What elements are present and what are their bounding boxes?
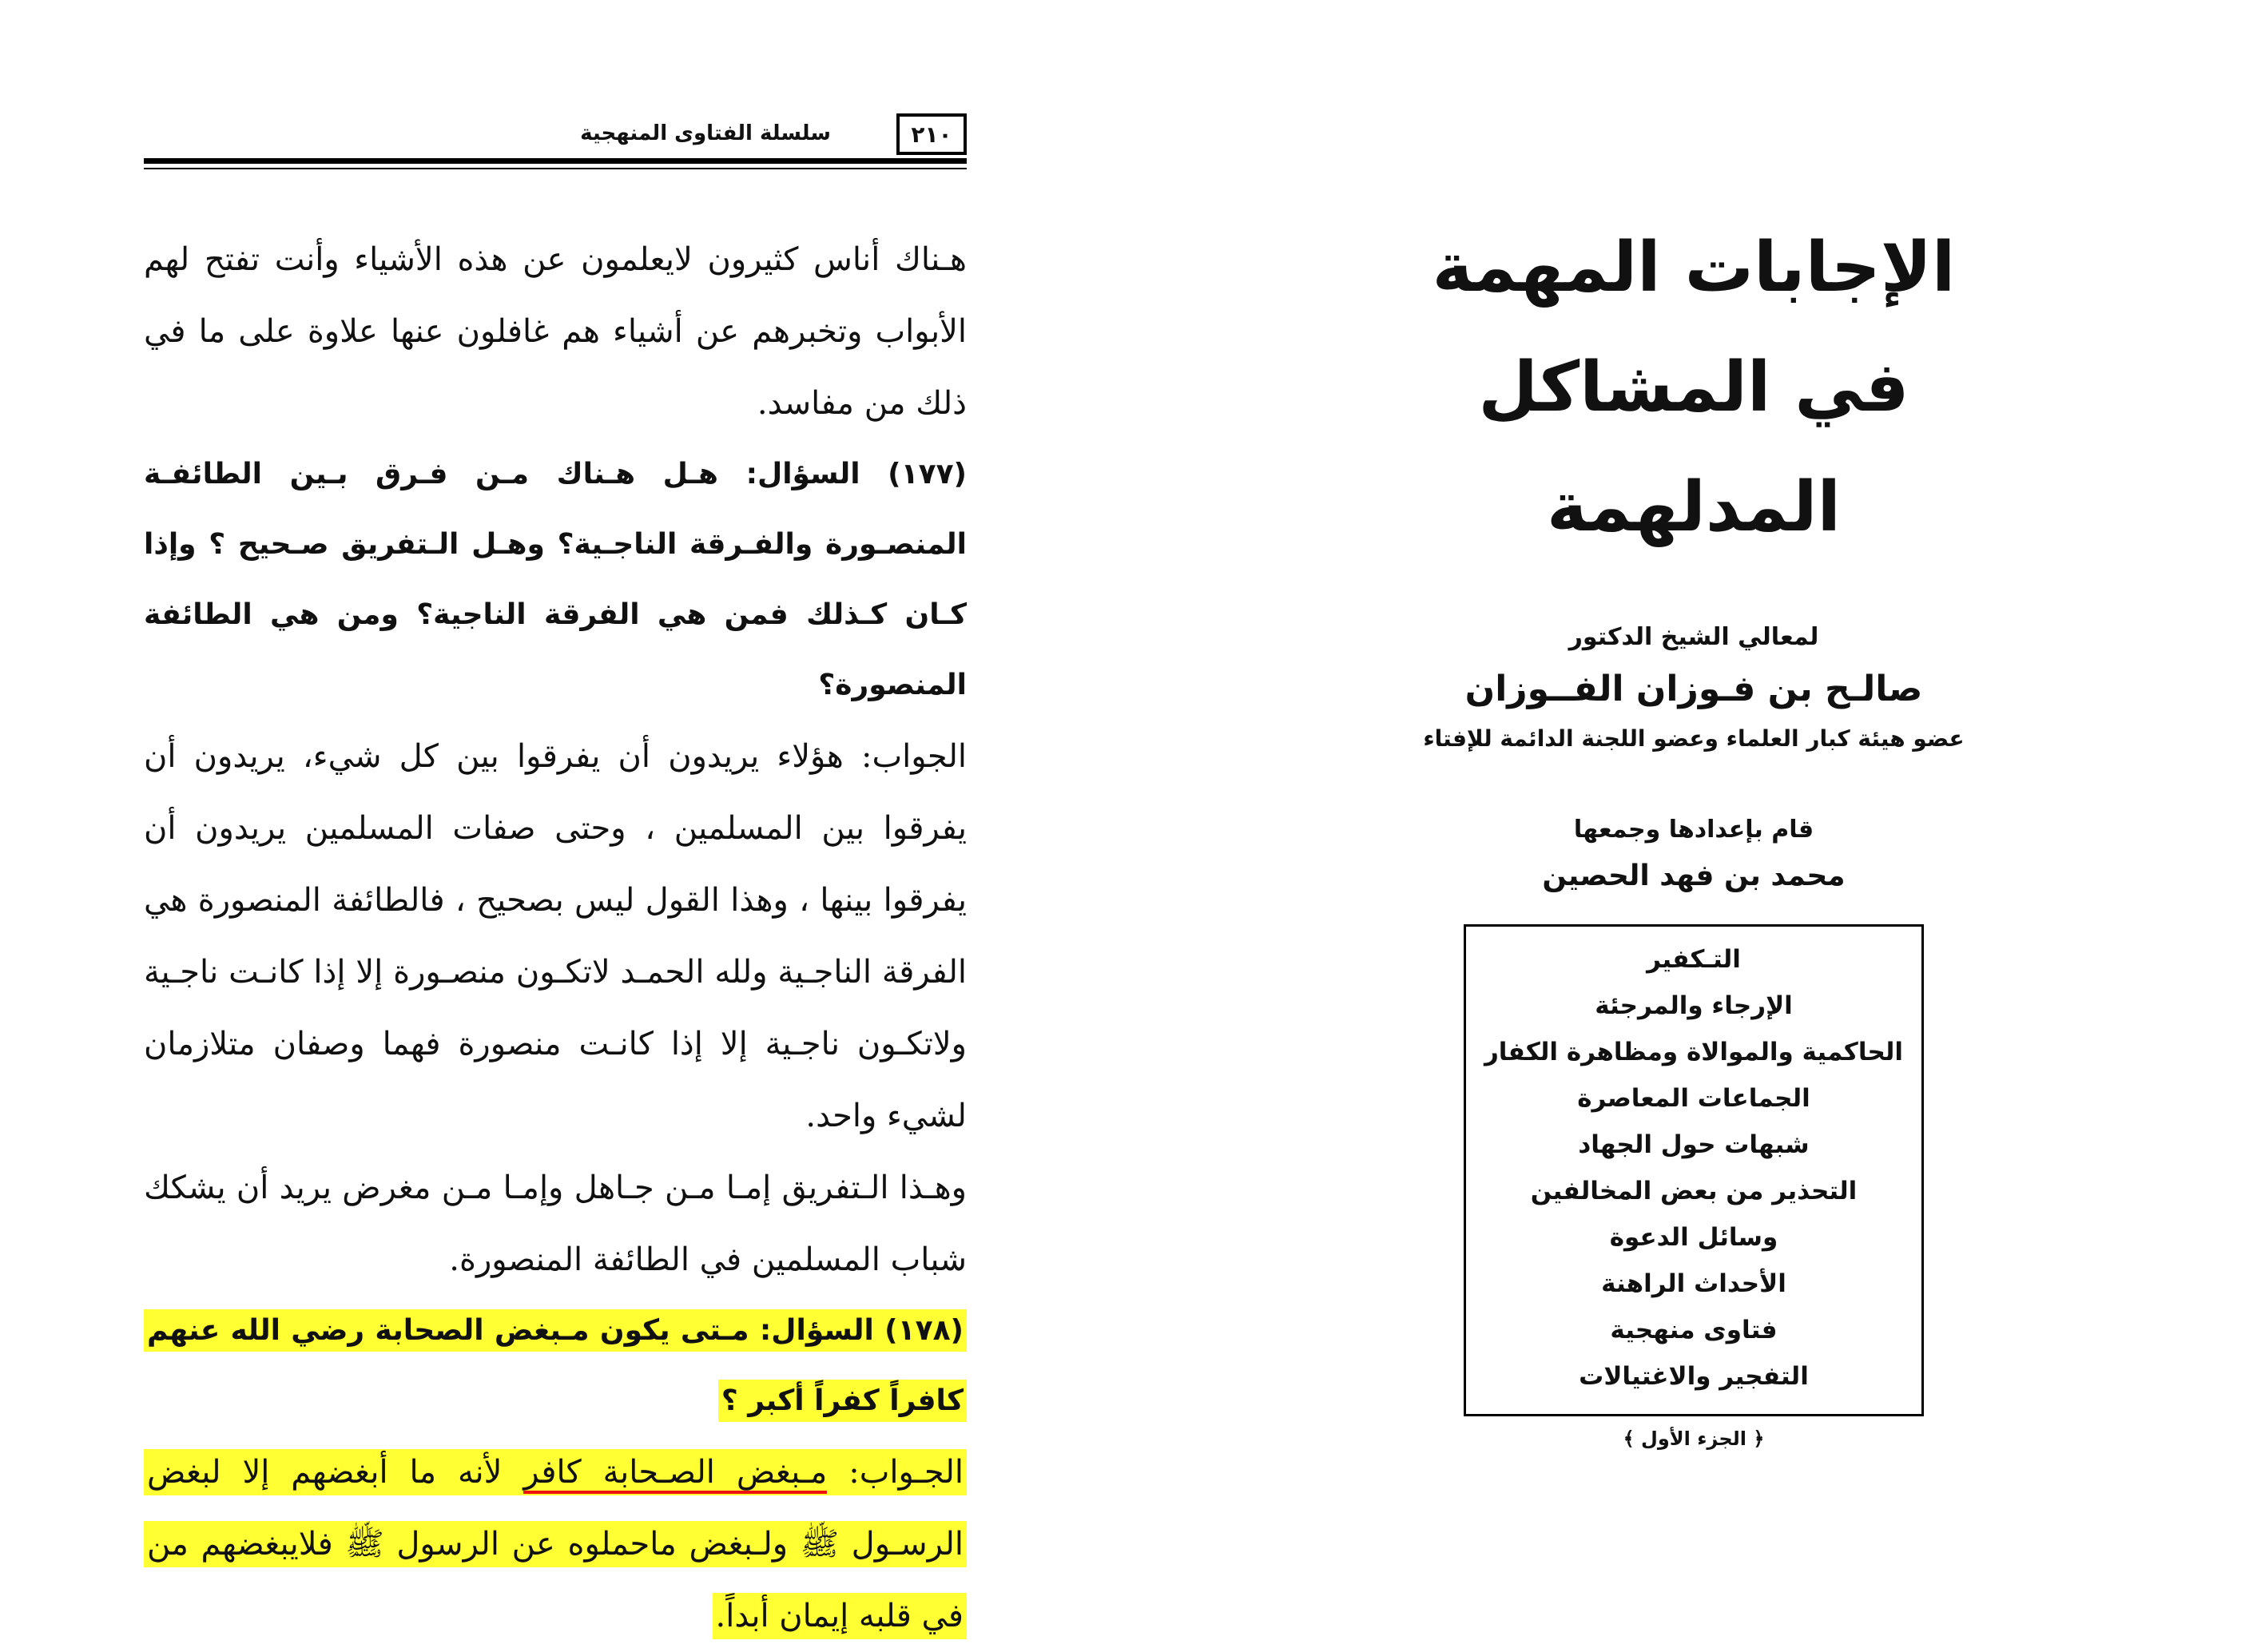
topic-item: التفجير والاغتيالات	[1579, 1362, 1809, 1391]
header-rule-thick	[144, 158, 967, 164]
question-178	[144, 1296, 967, 1436]
page-header	[144, 112, 967, 176]
answer-177: الجواب: هؤلاء يريدون أن يفرقوا بين كل شيء، يريدون أن يفرقوا بين المسلمين ، وحتى صفات المسلمين يريدون أن يفرقوا بينها ، وهذا القول ليس بصحيح ، فالطائفة المنصورة هي الفرقة الناجـية ولله الحمـد لاتكـون منصـورة إلا إذا كانـت ناجـية ولاتكـون ناجـية إلا إذا كانـت منصورة فهما وصفان متلازمان لشيء واحد.	[144, 738, 967, 1134]
question-177: (١٧٧) السؤال: هـل هـناك مـن فـرق بـين الطائفـة المنصـورة والفـرقة الناجـية؟ وهـل الـتفريق صـحيح ؟ وإذا كـان كـذلك فمن هي الفرقة الناجية؟ ومن هي الطائفة المنصورة؟	[144, 458, 967, 701]
answer-label: الجـواب:	[848, 1454, 964, 1491]
topic-item: التـكفير	[1647, 945, 1741, 974]
topic-item: الحاكمية والموالاة ومظاهرة الكفار	[1484, 1038, 1904, 1066]
header-rule-thin	[144, 168, 967, 169]
topic-item: الأحداث الراهنة	[1601, 1269, 1786, 1298]
topics-box	[1464, 924, 1924, 1416]
author-role: عضو هيئة كبار العلماء وعضو اللجنة الدائمة للإفتاء	[1423, 725, 1965, 752]
book-title-line1: الإجابات المهمة	[1432, 228, 1956, 308]
answer-rest: لأنه ما أبغضهم إلا لبغض الرسـول ﷺ ولـبغض ماحملوه عن الرسول ﷺ فلايبغضهم من في قلبه إيمان أبداً.	[147, 1454, 964, 1634]
topic-item: وسائل الدعوة	[1609, 1223, 1778, 1252]
highlighted-question: (١٧٨) السؤال: مـتى يكون مـبغض الصحابة رضي الله عنهم كافراً كفراً أكبر ؟	[144, 1309, 967, 1422]
page-body	[144, 224, 967, 1652]
topic-item: التحذير من بعض المخالفين	[1530, 1177, 1858, 1205]
paragraph-conclusion: وهـذا الـتفريق إمـا مـن جـاهل وإمـا مـن مغرض يريد أن يشكك شباب المسلمين في الطائفة المنصورة.	[144, 1170, 967, 1278]
left-page	[144, 112, 967, 1634]
highlighted-answer	[144, 1449, 967, 1639]
compiler-prefix: قام بإعدادها وجمعها	[1573, 816, 1814, 844]
page-number: ٢١٠	[896, 113, 967, 155]
underlined-phrase: مـبغض الصـحابة كافر	[523, 1454, 827, 1494]
topic-item: فتاوى منهجية	[1610, 1316, 1778, 1344]
paragraph-intro: هـناك أناس كثيرون لايعلمون عن هذه الأشياء وأنت تفتح لهم الأبواب وتخبرهم عن أشياء هم غافلون عنها علاوة على ما في ذلك من مفاسد.	[144, 241, 967, 422]
topic-item: الإرجاء والمرجئة	[1595, 991, 1793, 1020]
book-title-line2: في المشاكل المدلهمة	[1478, 347, 1909, 547]
series-title: سلسلة الفتاوى المنهجية	[580, 121, 831, 145]
cover-page	[1326, 208, 2061, 1454]
author-prefix: لمعالي الشيخ الدكتور	[1568, 623, 1819, 651]
topic-item: شبهات حول الجهاد	[1578, 1130, 1810, 1159]
answer-178	[144, 1436, 967, 1652]
author-name: صالـح بن فـوزان الفــوزان	[1464, 669, 1923, 709]
topic-item: الجماعات المعاصرة	[1577, 1084, 1810, 1113]
volume-label: ﴿ الجزء الأول ﴾	[1623, 1428, 1765, 1450]
compiler-name: محمد بن فهد الحصين	[1542, 860, 1846, 892]
